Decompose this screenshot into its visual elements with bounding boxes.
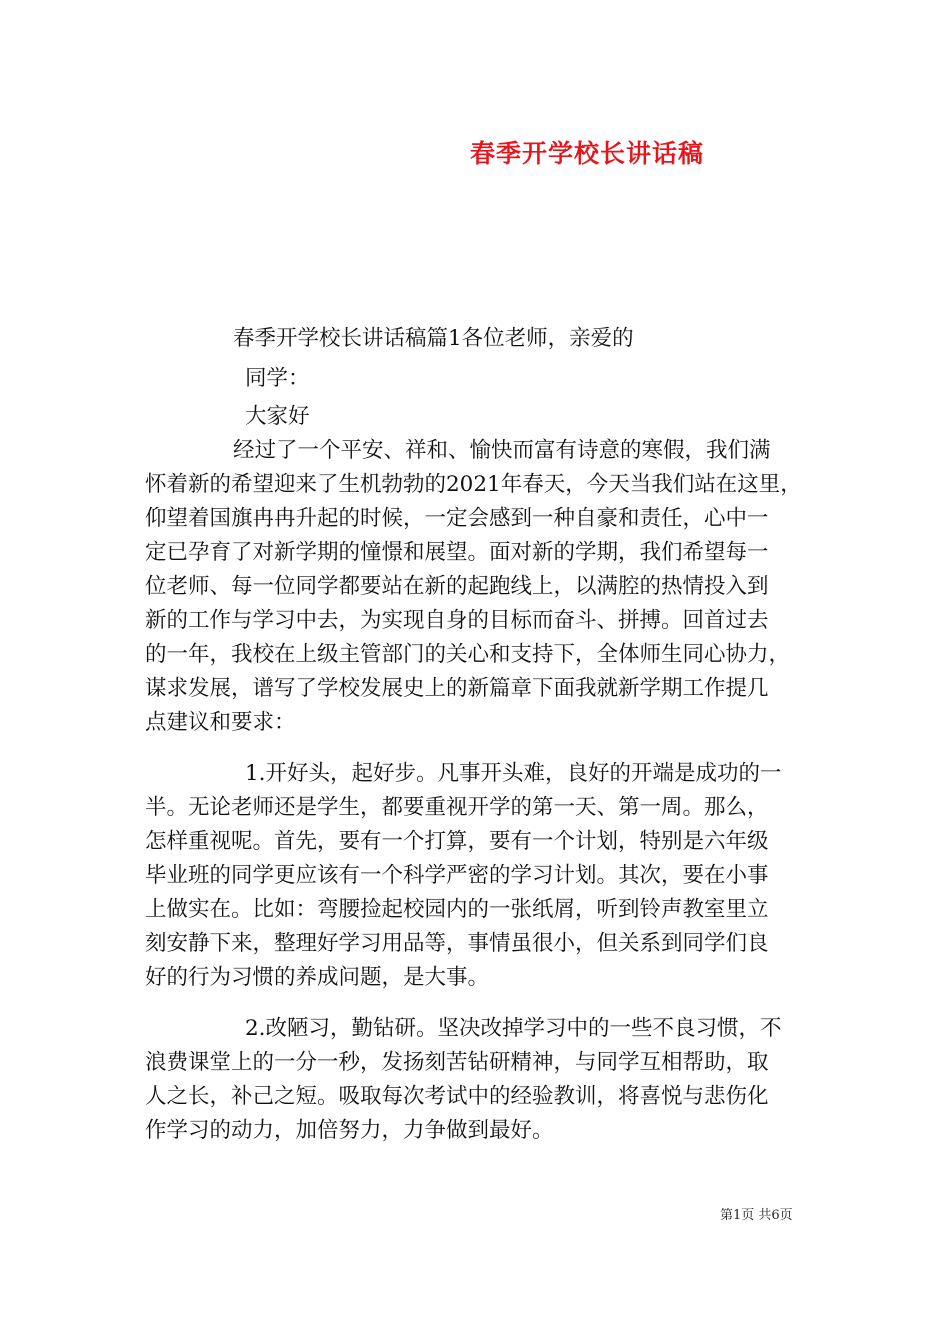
paragraph-line: 半。无论老师还是学生，都要重视开学的第一天、第一周。那么， [145, 795, 769, 820]
paragraph-line: 新的工作与学习中去，为实现自身的目标而奋斗、拼搏。回首过去 [145, 608, 769, 633]
paragraph-line: 2.改陋习，勤钻研。坚决改掉学习中的一些不良习惯，不 [245, 1016, 782, 1041]
paragraph-line: 作学习的动力，加倍努力，力争做到最好。 [145, 1118, 554, 1143]
paragraph-line: 大家好 [245, 404, 310, 429]
paragraph-line: 定已孕育了对新学期的憧憬和展望。面对新的学期，我们希望每一 [145, 540, 769, 565]
paragraph-line: 上做实在。比如：弯腰捡起校园内的一张纸屑，听到铃声教室里立 [145, 897, 769, 922]
paragraph-line: 好的行为习惯的养成问题，是大事。 [145, 965, 490, 990]
paragraph-line: 同学： [245, 366, 310, 391]
paragraph-line: 经过了一个平安、祥和、愉快而富有诗意的寒假，我们满 [233, 438, 771, 463]
paragraph-line: 怎样重视呢。首先，要有一个打算，要有一个计划，特别是六年级 [145, 829, 769, 854]
paragraph-line: 浪费课堂上的一分一秒，发扬刻苦钻研精神，与同学互相帮助，取 [145, 1050, 769, 1075]
document-title: 春季开学校长讲话稿 [470, 139, 705, 168]
paragraph-line: 毕业班的同学更应该有一个科学严密的学习计划。其次，要在小事 [145, 863, 769, 888]
paragraph-line: 怀着新的希望迎来了生机勃勃的2021年春天，今天当我们站在这里， [145, 472, 802, 497]
paragraph-line: 位老师、每一位同学都要站在新的起跑线上，以满腔的热情投入到 [145, 574, 769, 599]
paragraph-line: 点建议和要求： [145, 710, 296, 735]
paragraph-line: 人之长，补己之短。吸取每次考试中的经验教训，将喜悦与悲伤化 [145, 1084, 769, 1109]
paragraph-line: 仰望着国旗冉冉升起的时候，一定会感到一种自豪和责任，心中一 [145, 506, 769, 531]
paragraph-line: 1.开好头，起好步。凡事开头难，良好的开端是成功的一 [245, 761, 782, 786]
paragraph-line: 谋求发展，谱写了学校发展史上的新篇章下面我就新学期工作提几 [145, 676, 769, 701]
paragraph-line: 的一年，我校在上级主管部门的关心和支持下，全体师生同心协力， [145, 642, 791, 667]
paragraph-line: 刻安静下来，整理好学习用品等，事情虽很小，但关系到同学们良 [145, 931, 769, 956]
page-number-footer: 第1页 共6页 [720, 1208, 793, 1223]
paragraph-line: 春季开学校长讲话稿篇1各位老师，亲爱的 [233, 326, 634, 351]
